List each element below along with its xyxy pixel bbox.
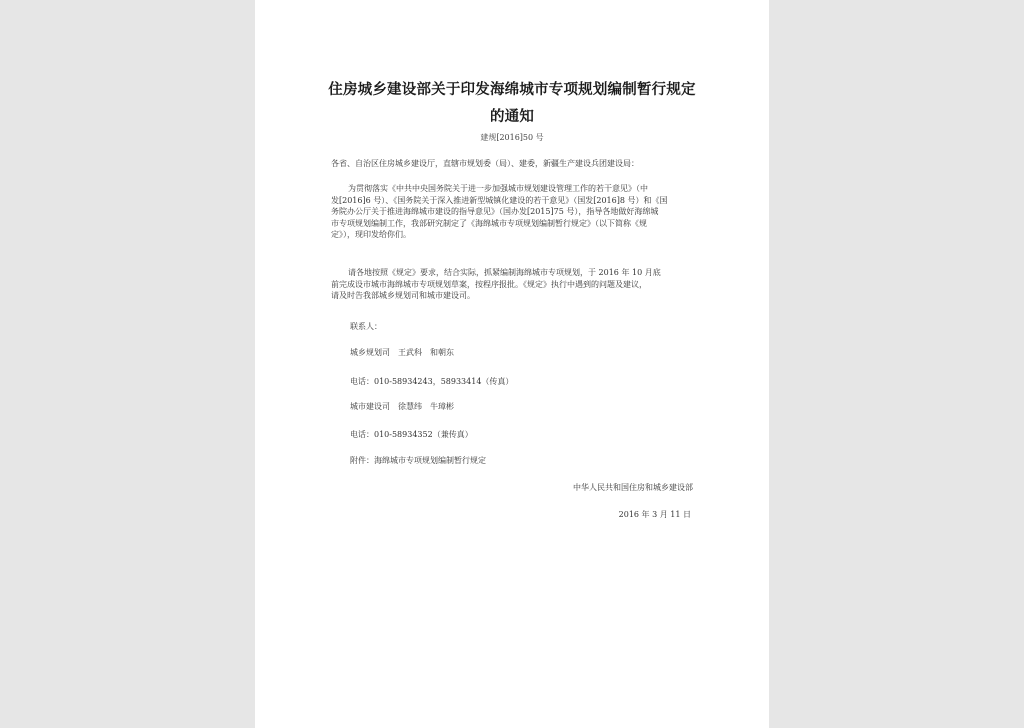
attachment: 附件：海绵城市专项规划编制暂行规定: [350, 456, 486, 465]
contacts-label: 联系人：: [350, 322, 382, 331]
paragraph-1-line: 定》），现印发给你们。: [331, 230, 411, 239]
phone-construction: 电话：010-58934352（兼传真）: [350, 430, 473, 439]
phone-planning: 电话：010-58934243，58933414（传真）: [350, 377, 514, 386]
issuer: 中华人民共和国住房和城乡建设部: [573, 483, 693, 492]
contact-construction: 城市建设司 徐慧纬 牛璋彬: [350, 402, 454, 411]
paragraph-2-line: 前完成设市城市海绵城市专项规划草案，按程序报批。《规定》执行中遇到的问题及建议，: [331, 279, 647, 289]
paragraph-2-line: 请各地按照《规定》要求，结合实际，抓紧编制海绵城市专项规划，于 2016 年 10 月底: [348, 268, 661, 277]
paragraph-2: [331, 267, 661, 302]
paragraph-1-line: 为贯彻落实《中共中央国务院关于进一步加强城市规划建设管理工作的若干意见》（中: [348, 184, 648, 193]
document-number: 建规[2016]50 号: [480, 133, 544, 142]
paragraph-2-line: 请及时告我部城乡规划司和城市建设司。: [331, 291, 475, 300]
paragraph-1-line: 务院办公厅关于推进海绵城市建设的指导意见》（国办发[2015]75 号），指导各地做好海绵城: [331, 207, 659, 216]
paragraph-1-line: 市专项规划编制工作，我部研究制定了《海绵城市专项规划编制暂行规定》（以下简称《规: [331, 218, 647, 228]
contact-planning: 城乡规划司 王武科 和朝东: [350, 348, 454, 357]
document-title-line1: 住房城乡建设部关于印发海绵城市专项规划编制暂行规定: [328, 82, 696, 98]
paragraph-1-line: 发[2016]6 号）、《国务院关于深入推进新型城镇化建设的若干意见》（国发[2016]8 号）和《国: [331, 195, 668, 205]
issue-date: 2016 年 3 月 11 日: [618, 510, 691, 519]
document-page: [255, 0, 769, 728]
document-title-line2: 的通知: [489, 109, 535, 125]
paragraph-1: [331, 183, 667, 241]
salutation: 各省、自治区住房城乡建设厅，直辖市规划委（局）、建委，新疆生产建设兵团建设局：: [331, 159, 639, 168]
